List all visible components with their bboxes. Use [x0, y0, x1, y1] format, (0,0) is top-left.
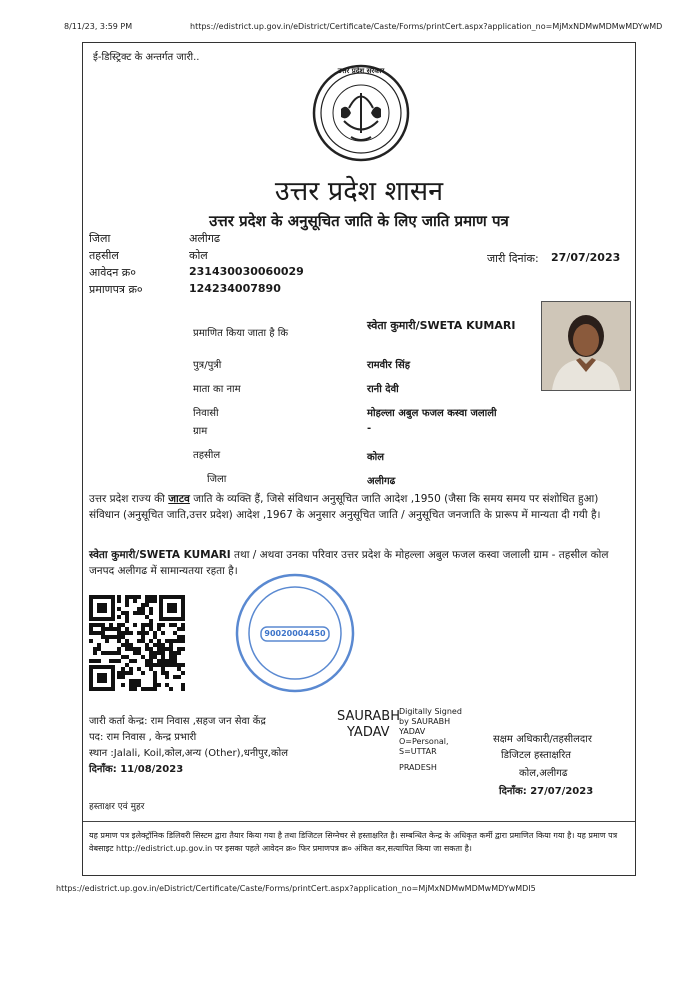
detail-value-parent: रामवीर सिंह — [367, 360, 411, 371]
print-datetime: 8/11/23, 3:59 PM — [64, 22, 133, 31]
detail-label-resident: निवासी — [193, 408, 219, 419]
detail-value-village: - — [367, 423, 372, 434]
detail-label-certify: प्रमाणित किया जाता है कि — [193, 328, 289, 339]
authority-date: दिनाँक: 27/07/2023 — [499, 786, 594, 797]
detail-label-tehsil: तहसील — [193, 450, 221, 461]
detail-value-mother: रानी देवी — [367, 384, 399, 395]
detail-label-district: जिला — [207, 474, 227, 485]
meta-label-application-no: आवेदन क्र० — [89, 266, 136, 279]
meta-label-district: जिला — [89, 232, 111, 245]
seal-text: उत्तर प्रदेश सरकार — [337, 67, 385, 75]
digital-signature-line: PRADESH — [399, 763, 437, 772]
detail-value-tehsil: कोल — [367, 452, 385, 463]
applicant-photo — [541, 301, 631, 391]
issue-date: 27/07/2023 — [551, 251, 621, 264]
detail-value-name: स्वेता कुमारी/SWETA KUMARI — [367, 319, 516, 332]
issue-date-label: जारी दिनांक: — [487, 252, 539, 265]
authority-digital: डिजिटल हस्ताक्षरित — [501, 750, 571, 761]
residence-text: तथा / अथवा उनका परिवार उत्तर प्रदेश के मोहल्ला अबुल फजल कस्वा जलाली ग्राम - तहसील कोल जनपद अलीगढ में सामान्यतया रहता है। — [89, 549, 609, 577]
signer-name-line2: YADAV — [347, 725, 390, 740]
detail-label-son-daughter: पुत्र/पुत्री — [193, 360, 222, 371]
residence-name: स्वेता कुमारी/SWETA KUMARI — [89, 549, 231, 561]
detail-label-village: ग्राम — [193, 426, 208, 437]
digital-signature-line: YADAV — [399, 727, 426, 736]
meta-label-certificate-no: प्रमाणपत्र क्र० — [89, 283, 143, 296]
government-heading: उत्तर प्रदेश शासन — [274, 176, 444, 207]
verification-note: यह प्रमाण पत्र इलेक्ट्रॉनिक डिलिवरी सिस्टम द्वारा तैयार किया गया है तथा डिजिटल सिग्नेचर से हस्ताक्षरित है। सम्बन्धित केन्द्र के अधिकृत कर्मी द्वारा प्रमाणित किया गया है। यह प्रमाण पत्र वेबसाइट http://edistrict.up.gov.in पर इसका पहले आवेदन क्र० फिर प्रमाणपत्र क्र० अंकित कर,सत्यापित किया जा सकता है। — [89, 831, 618, 853]
caste-statement — [89, 491, 629, 523]
detail-label-mother: माता का नाम — [193, 384, 241, 395]
digital-signature-line: Digitally Signed — [399, 707, 462, 716]
qr-code-icon — [89, 595, 185, 691]
detail-value-district: अलीगढ — [367, 476, 396, 487]
person-photo-icon — [542, 302, 630, 390]
meta-value-application-no: 231430030060029 — [189, 265, 304, 278]
print-url[interactable]: https://edistrict.up.gov.in/eDistrict/Certificate/Caste/Forms/printCert.aspx?application_no=MjMxNDMwMDMwMDYwMD — [190, 22, 663, 31]
residence-statement — [89, 547, 629, 579]
meta-label-tehsil: तहसील — [89, 249, 119, 262]
digital-signature — [399, 707, 462, 773]
digital-signature-line: S=UTTAR — [399, 747, 437, 756]
up-government-seal-icon — [311, 63, 411, 163]
meta-value-district: अलीगढ — [189, 232, 221, 245]
caste-statement-pre: उत्तर प्रदेश राज्य की — [89, 493, 169, 505]
certificate — [82, 42, 636, 876]
signer-name-line1: SAURABH — [337, 709, 400, 724]
caste-name: जाटव — [168, 493, 190, 505]
signature-seal-label: हस्ताक्षर एवं मुहर — [89, 802, 145, 812]
print-footer-url[interactable]: https://edistrict.up.gov.in/eDistrict/Certificate/Caste/Forms/printCert.aspx?application_no=MjMxNDMwMDMwMDYwMDI5 — [56, 884, 536, 893]
digital-signature-line: by SAURABH — [399, 717, 451, 726]
detail-value-resident: मोहल्ला अबुल फजल कस्वा जलाली — [367, 408, 497, 419]
issuer-post: पद: राम निवास , केन्द्र प्रभारी — [89, 732, 197, 743]
meta-value-certificate-no: 124234007890 — [189, 282, 281, 295]
authority-title: सक्षम अधिकारी/तहसीलदार — [493, 734, 592, 745]
caste-statement-post: जाति के व्यक्ति हैं, जिसे संविधान अनुसूचित जाति आदेश ,1950 (जैसा कि समय समय पर संशोधित हुआ) संविधान (अनुसूचित जाति,उत्तर प्रदेश) आदेश ,1967 के अनुसार अनुसूचित जाति / अनुसूचित जनजाति के प्रारूप में मान्यता दी गयी है। — [89, 493, 601, 521]
authority-place: कोल,अलीगढ — [519, 768, 568, 779]
certificate-title: उत्तर प्रदेश के अनुसूचित जाति के लिए जाति प्रमाण पत्र — [209, 212, 509, 230]
issuer-place: स्थान :Jalali, Koil,कोल,अन्य (Other),धनीपुर,कोल — [89, 748, 289, 759]
footer-divider — [83, 821, 635, 822]
meta-value-tehsil: कोल — [189, 249, 208, 262]
digital-signature-line: O=Personal, — [399, 737, 449, 746]
issuer-center: जारी कर्ता केन्द्र: राम निवास ,सहज जन सेवा केंद्र — [89, 716, 266, 727]
top-note: ई-डिस्ट्रिक्ट के अन्तर्गत जारी.. — [93, 52, 200, 63]
stamp-number: 90020004450 — [264, 629, 326, 638]
issuer-date: दिनाँक: 11/08/2023 — [89, 764, 184, 775]
